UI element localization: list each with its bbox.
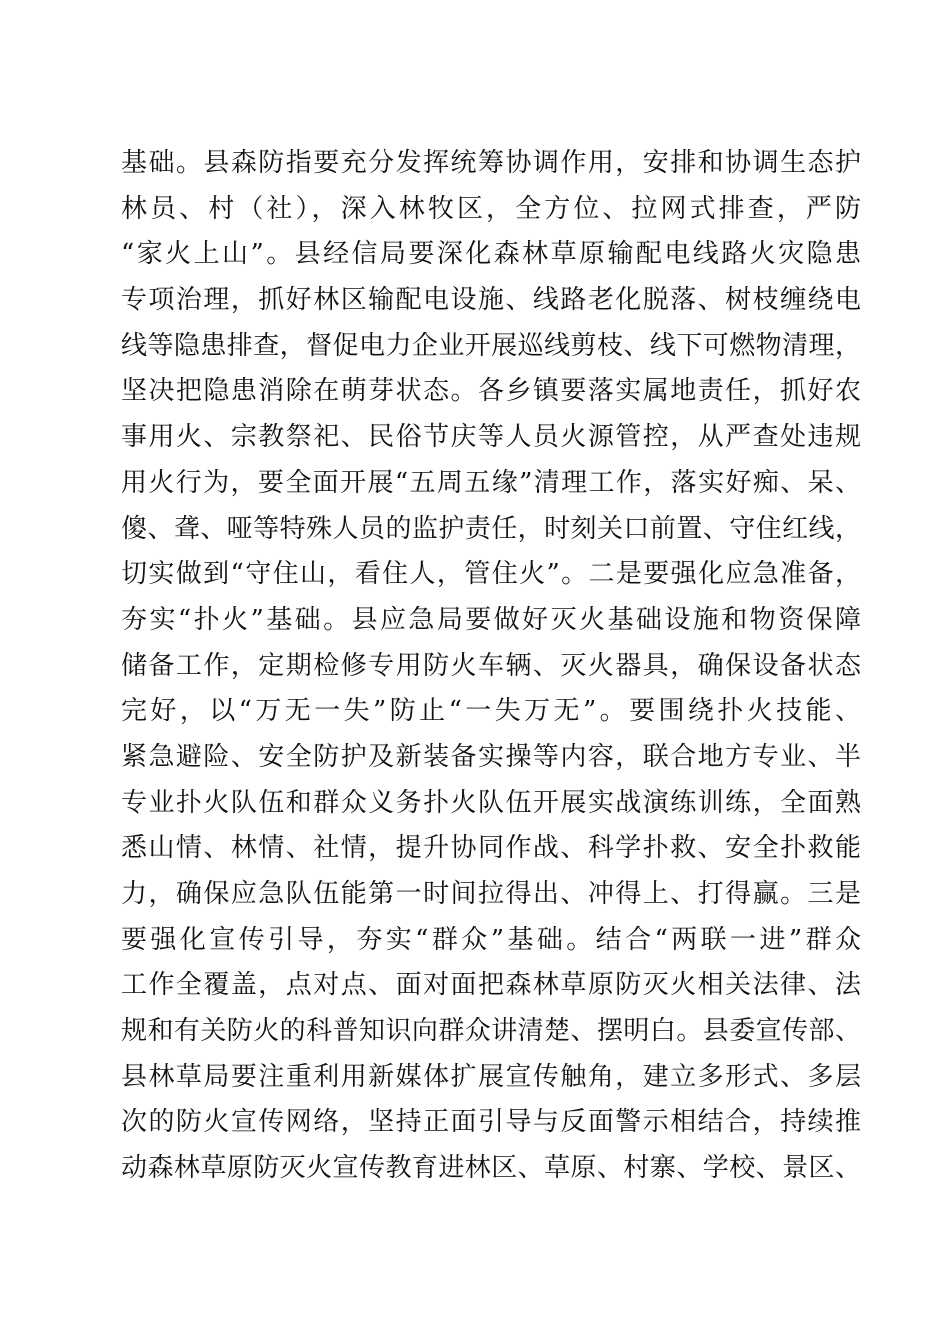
- text-line-5: 线等隐患排查，督促电力企业开展巡线剪枝、线下可燃物清理，: [121, 330, 861, 361]
- text-line-8: 用火行为，要全面开展“五周五缘”清理工作，落实好痴、呆、: [121, 467, 861, 498]
- text-line-11: 夯实“扑火”基础。县应急局要做好灭火基础设施和物资保障: [121, 604, 861, 635]
- text-line-12: 储备工作，定期检修专用防火车辆、灭火器具，确保设备状态: [121, 650, 861, 681]
- text-line-2: 林员、村（社），深入林牧区，全方位、拉网式排查，严防: [121, 193, 861, 224]
- text-line-9: 傻、聋、哑等特殊人员的监护责任，时刻关口前置、守住红线，: [121, 513, 861, 544]
- text-line-21: 县林草局要注重利用新媒体扩展宣传触角，建立多形式、多层: [121, 1061, 861, 1092]
- text-line-3: “家火上山”。县经信局要深化森林草原输配电线路火灾隐患: [121, 239, 861, 270]
- text-line-23: 动森林草原防灭火宣传教育进林区、草原、村寨、学校、景区、: [121, 1153, 861, 1184]
- text-line-6: 坚决把隐患消除在萌芽状态。各乡镇要落实属地责任，抓好农: [121, 376, 861, 407]
- text-line-7: 事用火、宗教祭祀、民俗节庆等人员火源管控，从严查处违规: [121, 422, 861, 453]
- text-line-19: 工作全覆盖，点对点、面对面把森林草原防灭火相关法律、法: [121, 970, 861, 1001]
- text-line-13: 完好，以“万无一失”防止“一失万无”。要围绕扑火技能、: [121, 696, 861, 727]
- body-paragraph: [121, 141, 861, 1192]
- text-line-20: 规和有关防火的科普知识向群众讲清楚、摆明白。县委宣传部、: [121, 1016, 861, 1047]
- text-line-17: 力，确保应急队伍能第一时间拉得出、冲得上、打得赢。三是: [121, 879, 861, 909]
- text-line-4: 专项治理，抓好林区输配电设施、线路老化脱落、树枝缠绕电: [121, 285, 861, 316]
- text-line-15: 专业扑火队伍和群众义务扑火队伍开展实战演练训练，全面熟: [121, 787, 861, 818]
- text-line-16: 悉山情、林情、社情，提升协同作战、科学扑救、安全扑救能: [121, 833, 861, 864]
- text-line-1: 基础。县森防指要充分发挥统筹协调作用，安排和协调生态护: [121, 148, 861, 178]
- text-line-22: 次的防火宣传网络，坚持正面引导与反面警示相结合，持续推: [121, 1107, 861, 1138]
- text-line-18: 要强化宣传引导，夯实“群众”基础。结合“两联一进”群众: [121, 924, 861, 955]
- text-line-10: 切实做到“守住山，看住人，管住火”。二是要强化应急准备，: [121, 559, 861, 590]
- text-line-14: 紧急避险、安全防护及新装备实操等内容，联合地方专业、半: [121, 741, 861, 772]
